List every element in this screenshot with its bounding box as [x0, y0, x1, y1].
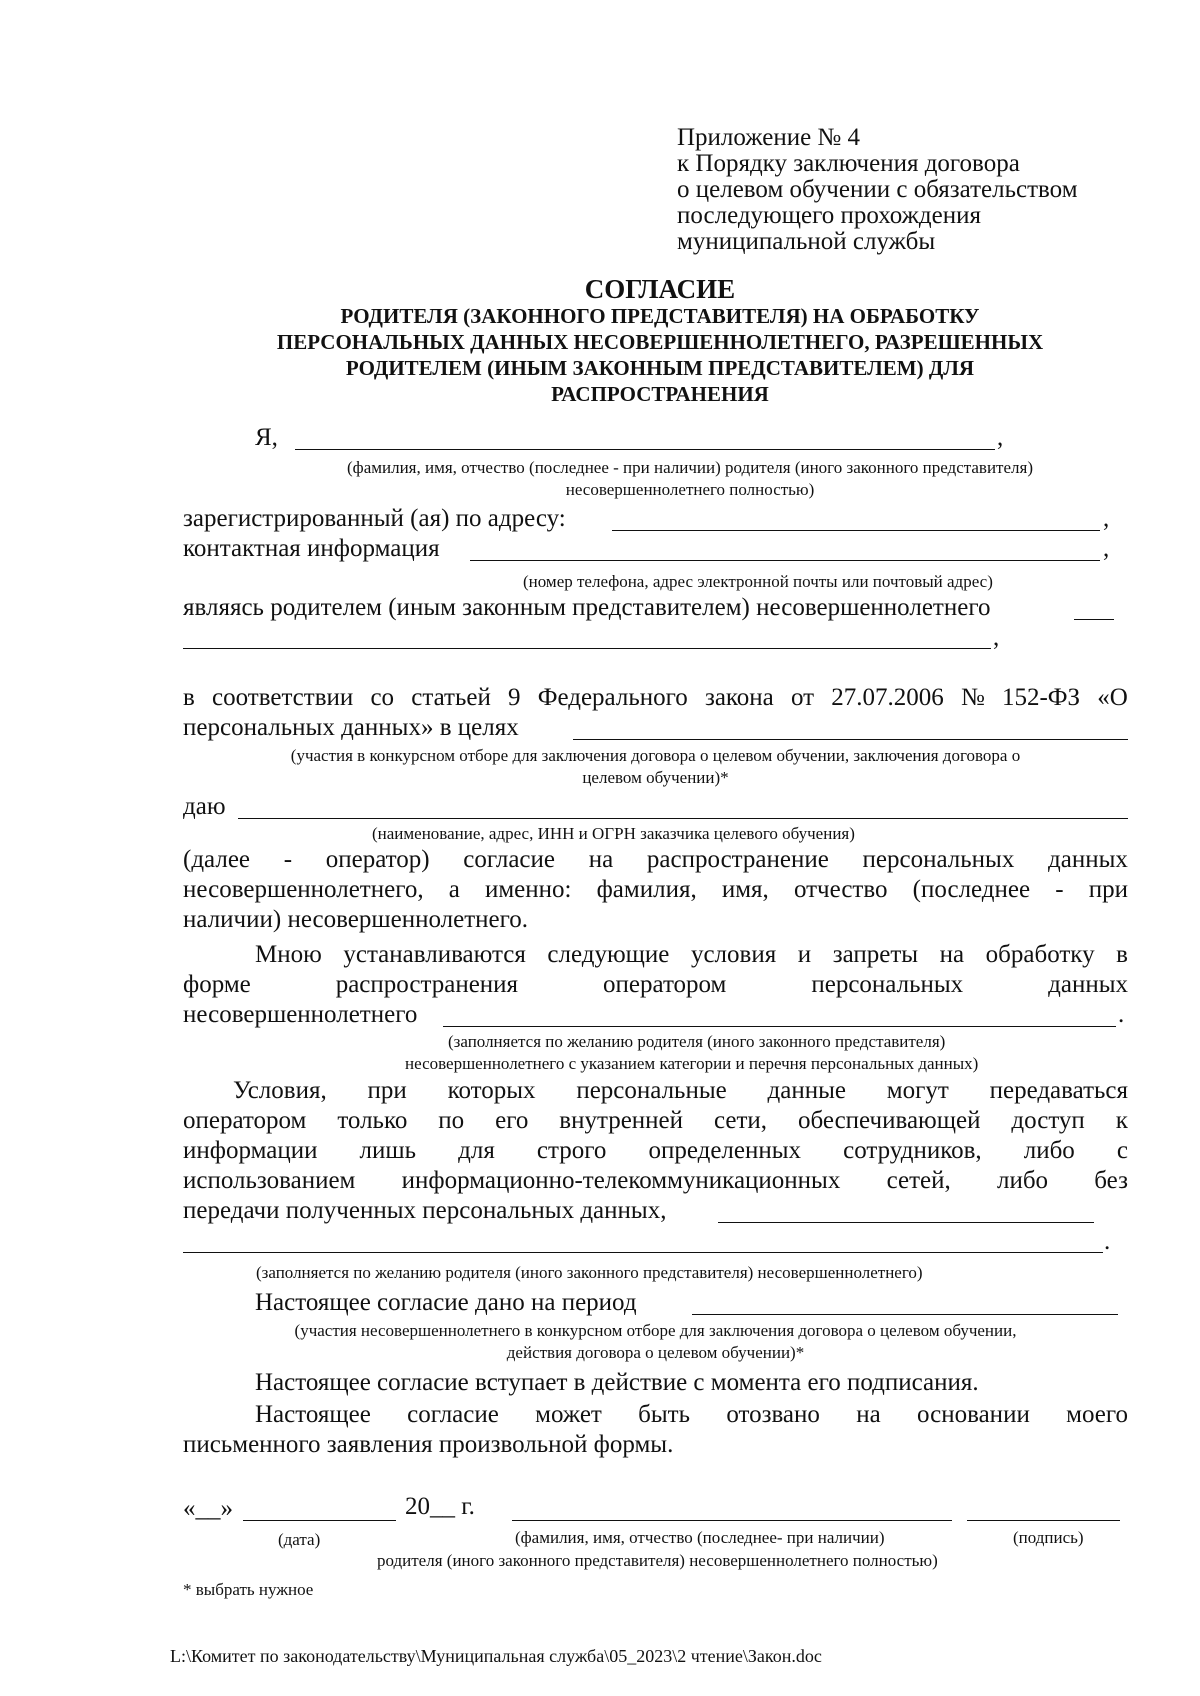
- hint-contact: (номер телефона, адрес электронной почты или почтовый адрес): [523, 572, 993, 591]
- minor-field-line-2[interactable]: [183, 648, 991, 649]
- address-field-line[interactable]: [612, 530, 1100, 531]
- date-year: 20__ г.: [405, 1493, 475, 1520]
- paragraph-line: несовершеннолетнего: [183, 1001, 418, 1028]
- paragraph-line: (далее - оператор) согласие на распространение персональных данных: [183, 846, 1128, 873]
- signature-field-line[interactable]: [967, 1520, 1120, 1521]
- hint-transfer: (заполняется по желанию родителя (иного законного представителя) несовершеннолетнего): [256, 1263, 923, 1282]
- fio-field-line[interactable]: [295, 449, 995, 450]
- hint-fio: (фамилия, имя, отчество (последнее - при наличии) родителя (иного законного представителя): [347, 458, 1033, 477]
- parent-label: являясь родителем (иным законным представителем) несовершеннолетнего: [183, 594, 991, 621]
- ya-label: Я,: [255, 424, 278, 451]
- file-path-footer: L:\Комитет по законодательству\Муниципальная служба\05_2023\2 чтение\Закон.doc: [170, 1646, 822, 1666]
- header-line: Приложение № 4: [677, 124, 861, 151]
- comma: ,: [997, 424, 1004, 451]
- paragraph-line: несовершеннолетнего, а именно: фамилия, имя, отчество (последнее - при: [183, 876, 1128, 903]
- hint-fio: несовершеннолетнего полностью): [565, 480, 815, 499]
- date-day: «__»: [183, 1495, 233, 1522]
- conditions-field-line[interactable]: [443, 1026, 1116, 1027]
- header-line: последующего прохождения: [677, 202, 981, 229]
- title-main: СОГЛАСИЕ: [584, 274, 736, 304]
- period: .: [1118, 1001, 1125, 1028]
- paragraph-line: наличии) несовершеннолетнего.: [183, 906, 529, 933]
- date-month-field-line[interactable]: [243, 1520, 396, 1521]
- title-line: РАСПРОСТРАНЕНИЯ: [551, 382, 769, 406]
- hint-signer-parent: родителя (иного законного представителя) несовершеннолетнего полностью): [377, 1551, 938, 1570]
- title-line: РОДИТЕЛЕМ (ИНЫМ ЗАКОННЫМ ПРЕДСТАВИТЕЛЕМ) ДЛЯ: [345, 356, 975, 380]
- comma: ,: [1103, 505, 1110, 532]
- hint-operator: (наименование, адрес, ИНН и ОГРН заказчика целевого обучения): [372, 824, 855, 843]
- paragraph-line: использованием информационно-телекоммуникационных сетей, либо без: [183, 1167, 1128, 1194]
- period-label: Настоящее согласие дано на период: [255, 1289, 637, 1316]
- paragraph-line: Настоящее согласие может быть отозвано на основании моего: [255, 1401, 1128, 1428]
- footnote: * выбрать нужное: [183, 1580, 314, 1599]
- paragraph-line: Настоящее согласие вступает в действие с момента его подписания.: [255, 1369, 979, 1396]
- contact-label: контактная информация: [183, 535, 440, 562]
- hint-date: (дата): [278, 1530, 321, 1549]
- header-line: к Порядку заключения договора: [677, 150, 1020, 177]
- hint-conditions: несовершеннолетнего с указанием категории и перечня персональных данных): [405, 1054, 979, 1073]
- operator-field-line[interactable]: [238, 818, 1128, 819]
- dayu-label: даю: [183, 793, 226, 820]
- minor-field-line[interactable]: [1074, 619, 1114, 620]
- transfer-field-line-2[interactable]: [183, 1252, 1103, 1253]
- paragraph-line: Условия, при которых персональные данные могут передаваться: [233, 1077, 1128, 1104]
- contact-field-line[interactable]: [470, 560, 1100, 561]
- period-field-line[interactable]: [692, 1314, 1118, 1315]
- purpose-field-line[interactable]: [573, 739, 1128, 740]
- hint-signature: (подпись): [1013, 1528, 1084, 1547]
- title-line: РОДИТЕЛЯ (ЗАКОННОГО ПРЕДСТАВИТЕЛЯ) НА ОБРАБОТКУ: [340, 304, 980, 328]
- comma: ,: [1103, 535, 1110, 562]
- hint-purpose: (участия в конкурсном отборе для заключения договора о целевом обучении, заключения договора о: [290, 746, 1021, 765]
- hint-period: действия договора о целевом обучении)*: [506, 1343, 805, 1362]
- title-line: ПЕРСОНАЛЬНЫХ ДАННЫХ НЕСОВЕРШЕННОЛЕТНЕГО, РАЗРЕШЕННЫХ: [276, 330, 1044, 354]
- hint-purpose: целевом обучении)*: [582, 768, 729, 787]
- paragraph-line: информации лишь для строго определенных сотрудников, либо с: [183, 1137, 1128, 1164]
- law-line: в соответствии со статьей 9 Федерального закона от 27.07.2006 № 152-ФЗ «О: [183, 684, 1128, 711]
- paragraph-line: оператором только по его внутренней сети, обеспечивающей доступ к: [183, 1107, 1128, 1134]
- paragraph-line: письменного заявления произвольной формы.: [183, 1431, 674, 1458]
- header-line: о целевом обучении с обязательством: [677, 176, 1078, 203]
- transfer-field-line[interactable]: [718, 1222, 1094, 1223]
- paragraph-line: передачи полученных персональных данных,: [183, 1197, 667, 1224]
- period: .: [1104, 1228, 1111, 1255]
- paragraph-line: Мною устанавливаются следующие условия и запреты на обработку в: [255, 941, 1128, 968]
- hint-signer-fio: (фамилия, имя, отчество (последнее- при наличии): [515, 1528, 885, 1547]
- comma: ,: [993, 624, 1000, 651]
- paragraph-line: форме распространения оператором персональных данных: [183, 971, 1128, 998]
- header-line: муниципальной службы: [677, 228, 936, 255]
- hint-period: (участия несовершеннолетнего в конкурсном отборе для заключения договора о целевом обучении,: [294, 1321, 1017, 1340]
- purpose-label: персональных данных» в целях: [183, 714, 519, 741]
- address-label: зарегистрированный (ая) по адресу:: [183, 505, 566, 532]
- hint-conditions: (заполняется по желанию родителя (иного законного представителя): [448, 1032, 946, 1051]
- signer-fio-field-line[interactable]: [512, 1520, 952, 1521]
